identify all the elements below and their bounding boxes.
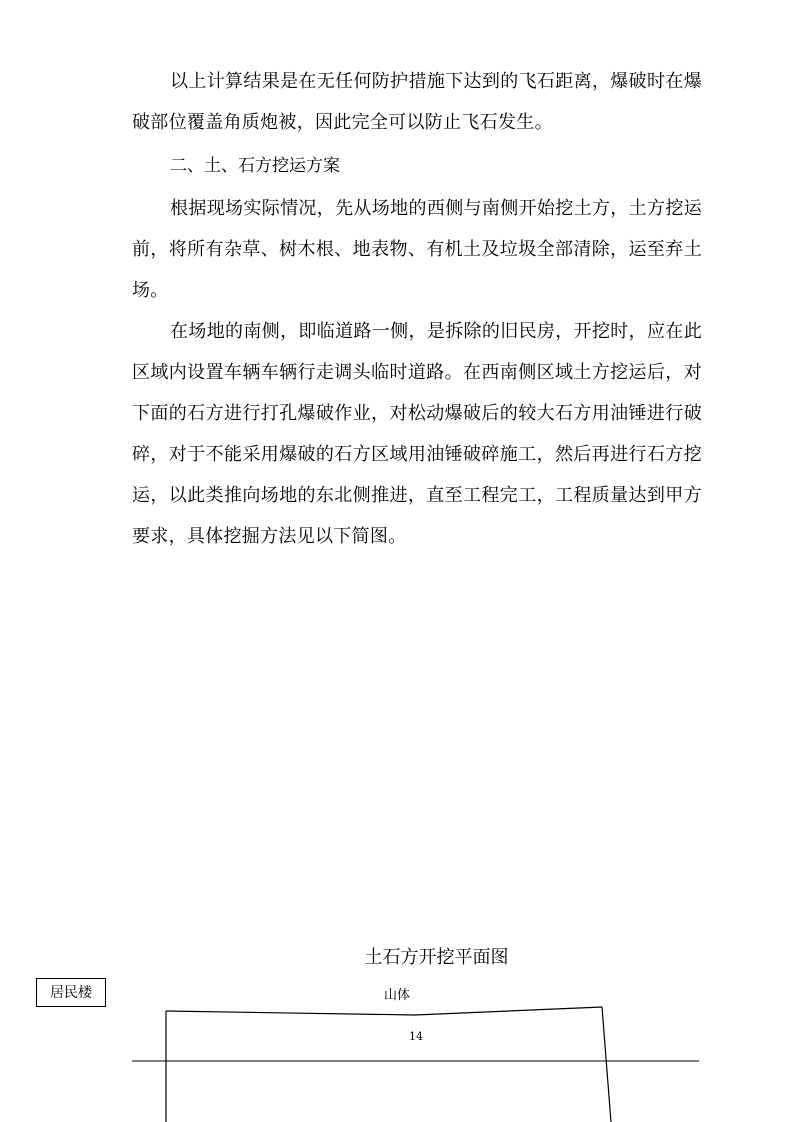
paragraph-excavation-procedure: 在场地的南侧，即临道路一侧，是拆除的旧民房，开挖时，应在此区域内设置车辆车辆行走调头临时道路。在西南侧区域土方挖运后，对下面的石方进行打孔爆破作业，对松动爆破后的较大石方用油锤进行破碎，对于不能采用爆破的石方区域用油锤破碎施工，然后再进行石方挖运，以此类推向场地的东北侧推进，直至工程完工，工程质量达到甲方要求，具体挖掘方法见以下简图。	[132, 321, 702, 547]
site-boundary-top-edge	[166, 1007, 602, 1015]
mountain-label: 山体	[383, 988, 410, 1003]
paragraph-flyrock-conclusion: 以上计算结果是在无任何防护措施下达到的飞石距离，爆破时在爆破部位覆盖角质炮被，因此完全可以防止飞石发生。	[132, 71, 702, 133]
resident-building-box: 居民楼	[36, 978, 106, 1007]
site-boundary-east-edge	[602, 1007, 611, 1122]
figure-title: 土石方开挖平面图	[364, 947, 509, 968]
section-heading-excavation-plan: 二、土、石方挖运方案	[170, 156, 340, 176]
paragraph-excavation-start: 根据现场实际情况，先从场地的西侧与南侧开始挖土方，土方挖运前，将所有杂草、树木根、地表物、有机土及垃圾全部清除，运至弃土场。	[132, 198, 702, 301]
page-number: 14	[409, 1030, 423, 1043]
